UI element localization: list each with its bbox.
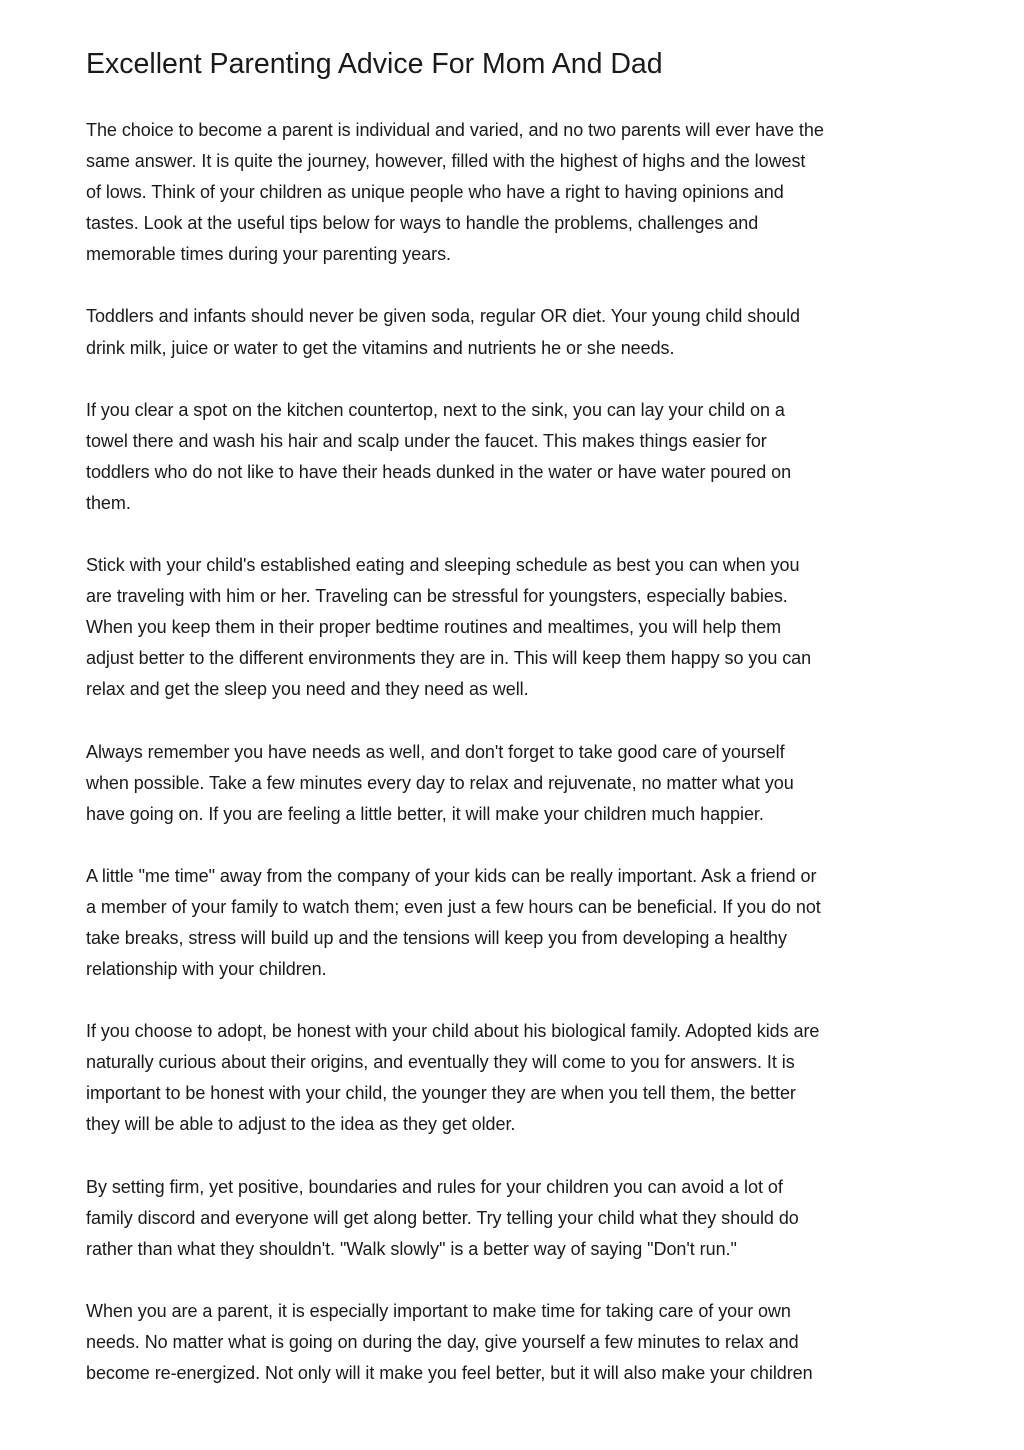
paragraph-line: are traveling with him or her. Traveling can be stressful for youngsters, especially babies. (86, 586, 788, 607)
paragraph-line: tastes. Look at the useful tips below for ways to handle the problems, challenges and (86, 213, 759, 234)
body-paragraph (86, 1172, 946, 1265)
document-title: Excellent Parenting Advice For Mom And Dad (86, 48, 663, 80)
paragraph-line: memorable times during your parenting years. (86, 244, 451, 265)
body-paragraph (86, 395, 946, 519)
body-paragraph (86, 115, 946, 270)
paragraph-line: towel there and wash his hair and scalp under the faucet. This makes things easier for (86, 430, 767, 451)
paragraph-line: a member of your family to watch them; even just a few hours can be beneficial. If you do not (86, 896, 821, 917)
body-paragraph (86, 550, 946, 705)
paragraph-line: have going on. If you are feeling a little better, it will make your children much happier. (86, 803, 764, 824)
paragraph-line: Stick with your child's established eating and sleeping schedule as best you can when you (86, 555, 800, 576)
paragraph-line: A little "me time" away from the company of your kids can be really important. Ask a friend or (86, 865, 817, 886)
paragraph-line: If you choose to adopt, be honest with your child about his biological family. Adopted kids are (86, 1021, 820, 1042)
paragraph-line: important to be honest with your child, the younger they are when you tell them, the better (86, 1083, 796, 1104)
document-body (86, 115, 946, 1420)
body-paragraph (86, 301, 946, 363)
paragraph-line: The choice to become a parent is individual and varied, and no two parents will ever have the (86, 120, 824, 140)
paragraph-line: become re-energized. Not only will it make you feel better, but it will also make your children (86, 1363, 813, 1383)
paragraph-line: If you clear a spot on the kitchen countertop, next to the sink, you can lay your child on a (86, 399, 785, 420)
paragraph-line: By setting firm, yet positive, boundaries and rules for your children you can avoid a lot of (86, 1176, 783, 1197)
body-paragraph (86, 1296, 946, 1389)
paragraph-line: relax and get the sleep you need and they need as well. (86, 679, 529, 700)
paragraph-line: when possible. Take a few minutes every day to relax and rejuvenate, no matter what you (86, 772, 794, 793)
paragraph-line: of lows. Think of your children as unique people who have a right to having opinions and (86, 182, 784, 203)
body-paragraph (86, 861, 946, 985)
paragraph-line: needs. No matter what is going on during the day, give yourself a few minutes to relax and (86, 1331, 799, 1352)
paragraph-line: Toddlers and infants should never be given soda, regular OR diet. Your young child should (86, 306, 801, 327)
paragraph-line: they will be able to adjust to the idea as they get older. (86, 1114, 516, 1135)
paragraph-line: Always remember you have needs as well, and don't forget to take good care of yourself (86, 741, 785, 762)
paragraph-line: family discord and everyone will get along better. Try telling your child what they should do (86, 1207, 799, 1228)
body-paragraph (86, 737, 946, 830)
paragraph-line: When you keep them in their proper bedtime routines and mealtimes, you will help them (86, 617, 782, 638)
paragraph-line: rather than what they shouldn't. "Walk slowly" is a better way of saying "Don't run." (86, 1238, 737, 1259)
paragraph-line: When you are a parent, it is especially important to make time for taking care of your own (86, 1300, 791, 1321)
paragraph-line: naturally curious about their origins, and eventually they will come to you for answers. It is (86, 1052, 795, 1073)
paragraph-line: take breaks, stress will build up and the tensions will keep you from developing a healthy (86, 927, 787, 948)
body-paragraph (86, 1016, 946, 1140)
paragraph-line: drink milk, juice or water to get the vitamins and nutrients he or she needs. (86, 337, 675, 358)
paragraph-line: them. (86, 492, 131, 513)
paragraph-line: toddlers who do not like to have their heads dunked in the water or have water poured on (86, 461, 792, 482)
paragraph-line: relationship with your children. (86, 959, 327, 980)
paragraph-line: adjust better to the different environments they are in. This will keep them happy so you can (86, 648, 812, 669)
paragraph-line: same answer. It is quite the journey, however, filled with the highest of highs and the lowest (86, 151, 806, 172)
